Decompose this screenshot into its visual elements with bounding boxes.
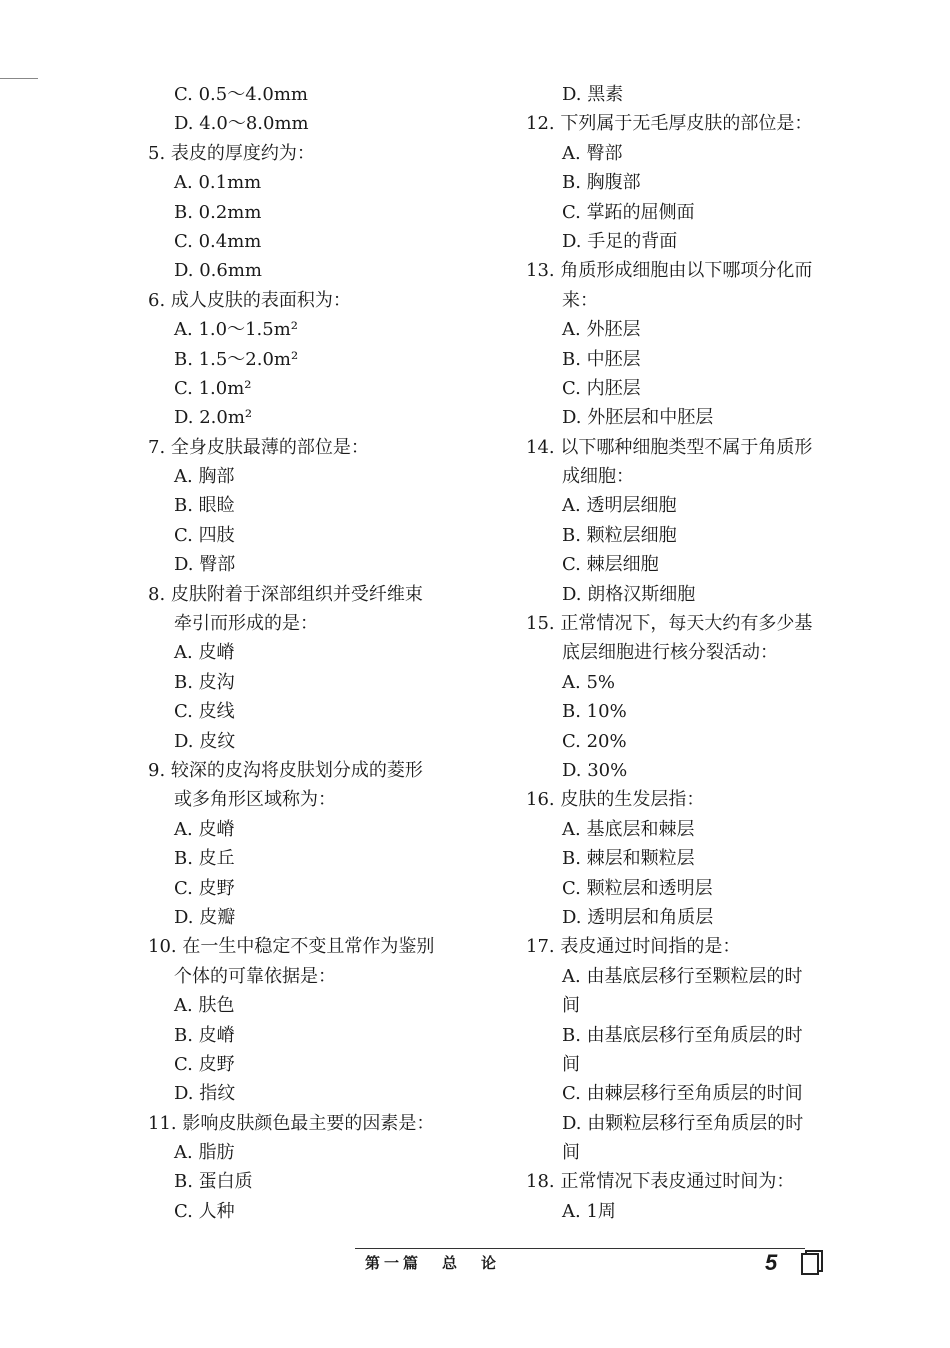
answer-option: B. 皮沟 — [174, 671, 235, 693]
answer-option: A. 肤色 — [174, 995, 235, 1017]
answer-option: D. 皮纹 — [174, 730, 236, 752]
answer-option: C. 颗粒层和透明层 — [562, 877, 713, 899]
answer-option: A. 基底层和棘层 — [562, 818, 695, 840]
answer-option: C. 1.0m² — [174, 377, 252, 399]
answer-option: C. 内胚层 — [562, 377, 641, 399]
answer-option: C. 皮野 — [174, 1053, 235, 1075]
answer-option: A. 5% — [562, 671, 615, 693]
answer-option: A. 外胚层 — [562, 319, 641, 341]
answer-option: D. 朗格汉斯细胞 — [562, 583, 696, 605]
question-stem: 14. 以下哪种细胞类型不属于角质形 — [526, 436, 813, 458]
question-continuation: 间 — [562, 995, 580, 1017]
answer-option: C. 掌跖的屈侧面 — [562, 201, 695, 223]
answer-option: C. 棘层细胞 — [562, 554, 659, 576]
question-stem: 13. 角质形成细胞由以下哪项分化而 — [526, 260, 813, 282]
question-stem: 7. 全身皮肤最薄的部位是： — [148, 436, 369, 458]
answer-option: D. 透明层和角质层 — [562, 906, 714, 928]
answer-option: B. 蛋白质 — [174, 1171, 253, 1193]
answer-option: A. 1周 — [562, 1200, 616, 1222]
question-stem: 9. 较深的皮沟将皮肤划分成的菱形 — [148, 759, 423, 781]
answer-option: D. 由颗粒层移行至角质层的时 — [562, 1112, 804, 1134]
answer-option: C. 皮野 — [174, 877, 235, 899]
page-number: 5 — [765, 1250, 778, 1275]
answer-option: D. 4.0～8.0mm — [174, 113, 309, 135]
question-continuation: 个体的可靠依据是： — [174, 965, 336, 987]
right-column — [520, 80, 850, 1226]
answer-option: C. 人种 — [174, 1200, 235, 1222]
answer-option: D. 指纹 — [174, 1083, 236, 1105]
question-continuation: 间 — [562, 1142, 580, 1164]
answer-option: C. 0.4mm — [174, 230, 262, 252]
answer-option: C. 皮线 — [174, 701, 235, 723]
question-stem: 16. 皮肤的生发层指： — [526, 789, 705, 811]
question-stem: 8. 皮肤附着于深部组织并受纤维束 — [148, 583, 423, 605]
answer-option: C. 四肢 — [174, 524, 235, 546]
question-stem: 6. 成人皮肤的表面积为： — [148, 289, 351, 311]
answer-option: C. 0.5～4.0mm — [174, 84, 308, 105]
answer-option: A. 由基底层移行至颗粒层的时 — [562, 965, 803, 987]
answer-option: A. 臀部 — [562, 142, 623, 164]
answer-option: B. 皮嵴 — [174, 1024, 235, 1046]
answer-option: B. 0.2mm — [174, 201, 262, 223]
question-continuation: 来： — [562, 289, 598, 311]
question-stem: 10. 在一生中稳定不变且常作为鉴别 — [148, 936, 435, 958]
question-stem: 15. 正常情况下，每天大约有多少基 — [526, 613, 813, 635]
question-continuation: 间 — [562, 1053, 580, 1075]
answer-option: C. 20% — [562, 730, 627, 752]
question-stem: 5. 表皮的厚度约为： — [148, 142, 315, 164]
answer-option: A. 1.0～1.5m² — [174, 319, 298, 341]
answer-option: C. 由棘层移行至角质层的时间 — [562, 1083, 803, 1105]
answer-option: D. 外胚层和中胚层 — [562, 407, 714, 429]
book-icon — [800, 1250, 824, 1276]
answer-option: A. 0.1mm — [174, 172, 262, 194]
question-stem: 11. 影响皮肤颜色最主要的因素是： — [148, 1112, 435, 1134]
question-continuation: 成细胞： — [562, 466, 634, 488]
answer-option: D. 皮瓣 — [174, 906, 236, 928]
answer-option: A. 脂肪 — [174, 1142, 235, 1164]
question-stem: 17. 表皮通过时间指的是： — [526, 936, 741, 958]
answer-option: D. 30% — [562, 759, 628, 781]
footer-title — [365, 1252, 520, 1273]
answer-option: D. 0.6mm — [174, 260, 262, 282]
answer-option: B. 由基底层移行至角质层的时 — [562, 1024, 803, 1046]
question-stem: 12. 下列属于无毛厚皮肤的部位是： — [526, 113, 813, 135]
answer-option: D. 臀部 — [174, 554, 236, 576]
answer-option: B. 棘层和颗粒层 — [562, 848, 695, 870]
answer-option: D. 手足的背面 — [562, 230, 678, 252]
answer-option: A. 胸部 — [174, 466, 235, 488]
answer-option: B. 1.5～2.0m² — [174, 348, 299, 370]
answer-option: D. 黑素 — [562, 84, 624, 105]
answer-option: A. 透明层细胞 — [562, 495, 677, 517]
question-stem: 18. 正常情况下表皮通过时间为： — [526, 1171, 795, 1193]
footer-title-a: 总 — [442, 1254, 462, 1272]
answer-option: A. 皮嵴 — [174, 818, 235, 840]
answer-option: B. 胸腹部 — [562, 172, 641, 194]
question-continuation: 或多角形区域称为： — [174, 789, 336, 811]
answer-option: B. 皮丘 — [174, 848, 235, 870]
footer-part: 第一篇 — [365, 1254, 423, 1272]
scan-artifact — [0, 78, 38, 79]
question-continuation: 底层细胞进行核分裂活动： — [562, 642, 778, 664]
answer-option: D. 2.0m² — [174, 407, 253, 429]
answer-option: B. 中胚层 — [562, 348, 641, 370]
left-column — [140, 80, 480, 1226]
answer-option: B. 10% — [562, 701, 627, 723]
answer-option: B. 眼睑 — [174, 495, 235, 517]
question-continuation: 牵引而形成的是： — [174, 613, 318, 635]
answer-option: A. 皮嵴 — [174, 642, 235, 664]
answer-option: B. 颗粒层细胞 — [562, 524, 677, 546]
footer-rule — [355, 1248, 805, 1249]
footer-title-b: 论 — [481, 1254, 501, 1272]
